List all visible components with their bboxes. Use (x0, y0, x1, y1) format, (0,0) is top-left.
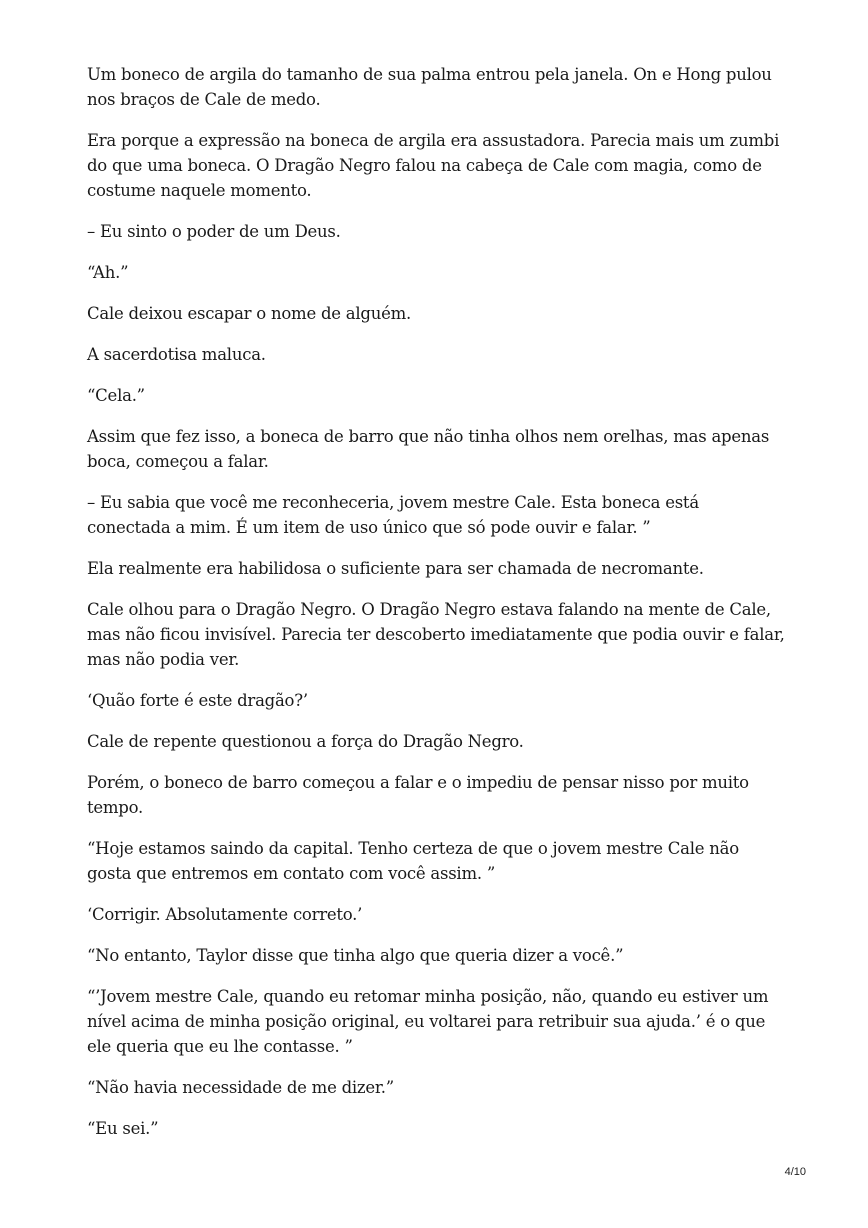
paragraph: A sacerdotisa maluca. (87, 345, 266, 364)
paragraph: “Hoje estamos saindo da capital. Tenho certeza de que o jovem mestre Cale não gosta que entremos em contato com você assim. ” (87, 839, 739, 883)
paragraph: ‘Corrigir. Absolutamente correto.’ (87, 905, 363, 924)
paragraph: Cale olhou para o Dragão Negro. O Dragão Negro estava falando na mente de Cale, mas não ficou invisível. Parecia ter descoberto imediatamente que podia ouvir e falar, mas não podia ver. (87, 600, 785, 669)
paragraph: Porém, o boneco de barro começou a falar e o impediu de pensar nisso por muito tempo. (87, 773, 749, 817)
paragraph: Um boneco de argila do tamanho de sua palma entrou pela janela. On e Hong pulou nos braços de Cale de medo. (87, 65, 772, 109)
page-number: 4/10 (784, 1166, 806, 1178)
paragraph: “’Jovem mestre Cale, quando eu retomar minha posição, não, quando eu estiver um nível acima de minha posição original, eu voltarei para retribuir sua ajuda.’ é o que ele queria que eu lhe contasse. ” (87, 987, 769, 1056)
paragraph: “Ah.” (87, 263, 129, 282)
paragraph: Cale de repente questionou a força do Dragão Negro. (87, 732, 524, 751)
paragraph: Assim que fez isso, a boneca de barro que não tinha olhos nem orelhas, mas apenas boca, começou a falar. (87, 427, 770, 471)
paragraph: “Cela.” (87, 386, 145, 405)
paragraph: Ela realmente era habilidosa o suficiente para ser chamada de necromante. (87, 559, 704, 578)
paragraph: Era porque a expressão na boneca de argila era assustadora. Parecia mais um zumbi do que uma boneca. O Dragão Negro falou na cabeça de Cale com magia, como de costume naquele momento. (87, 131, 780, 200)
paragraph: “No entanto, Taylor disse que tinha algo que queria dizer a você.” (87, 946, 624, 965)
paragraph: ‘Quão forte é este dragão?’ (87, 691, 308, 710)
paragraph: – Eu sinto o poder de um Deus. (87, 222, 341, 241)
paragraph: – Eu sabia que você me reconheceria, jovem mestre Cale. Esta boneca está conectada a mim. É um item de uso único que só pode ouvir e falar. ” (87, 493, 699, 537)
paragraph: “Não havia necessidade de me dizer.” (87, 1078, 394, 1097)
document-page (87, 62, 787, 1157)
paragraph: Cale deixou escapar o nome de alguém. (87, 304, 411, 323)
paragraph: “Eu sei.” (87, 1119, 159, 1138)
